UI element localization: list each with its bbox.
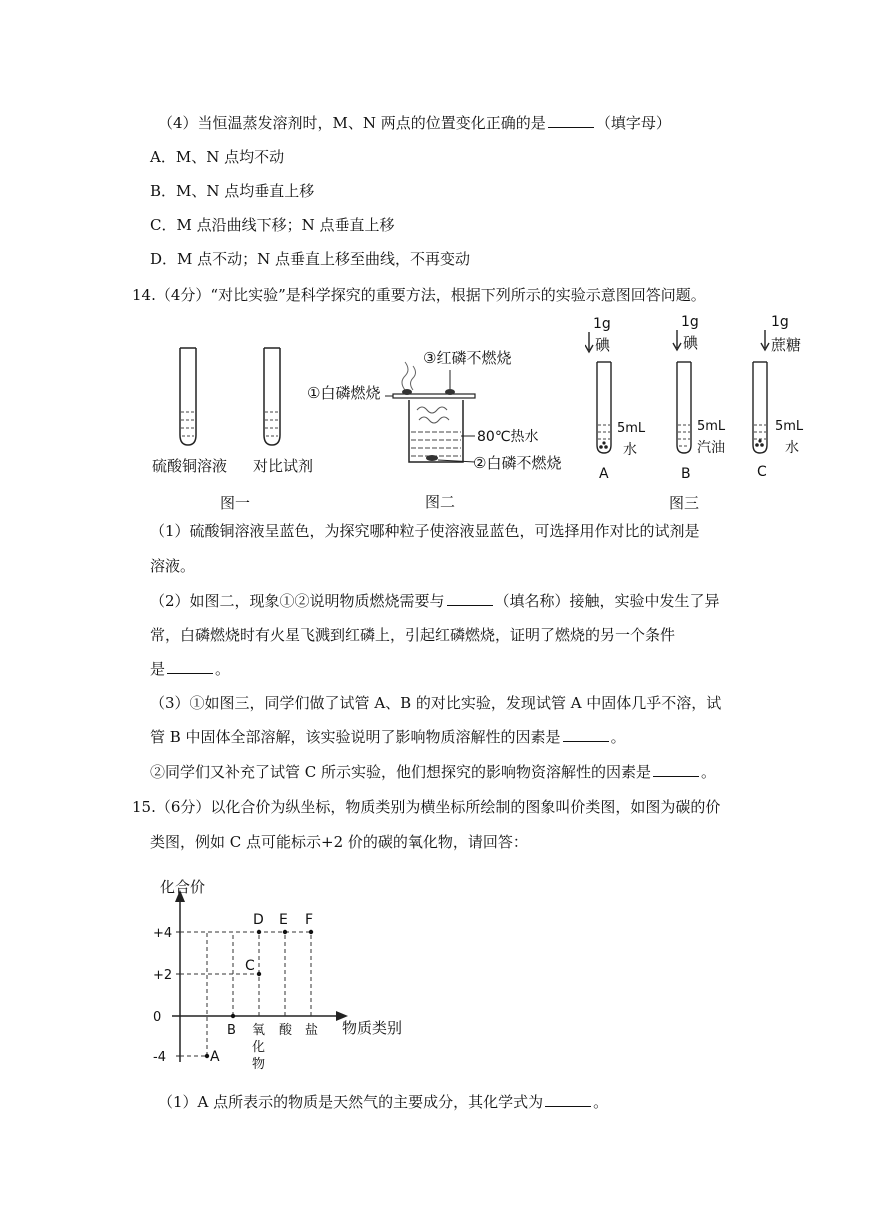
q14-p2-text-c: 是 [150, 660, 166, 678]
q14-p2-line2: 常，白磷燃烧时有火星飞溅到红磷上，引起红磷燃烧，证明了燃烧的另一个条件 [150, 626, 676, 644]
q13-part4-text: （4）当恒温蒸发溶剂时，M、N 两点的位置变化正确的是 [158, 114, 546, 132]
x-category-label: 酸 [279, 1023, 293, 1038]
figure-3 [585, 310, 825, 510]
data-label-a: A [210, 1049, 220, 1065]
tube-a-solute: 碘 [595, 336, 611, 354]
figure-3-caption: 图三 [669, 494, 700, 510]
tube-b-amount: 1g [681, 314, 699, 330]
q14-p2-line3 [150, 659, 230, 679]
tube-c-solvent: 水 [785, 440, 799, 456]
q14-p3-line3 [150, 762, 716, 782]
test-tube-c [753, 314, 804, 480]
figure-2-caption: 图二 [425, 493, 456, 511]
label-white-phosphorus-burning: ①白磷燃烧 [307, 384, 381, 402]
answer-blank[interactable] [447, 591, 493, 606]
tube-a-letter: A [599, 466, 609, 482]
q14-p1-line1: （1）硫酸铜溶液呈蓝色，为探究哪种粒子使溶液显蓝色，可选择用作对比的试剂是 [150, 522, 700, 540]
tube-b-letter: B [681, 466, 691, 482]
answer-blank[interactable] [563, 727, 609, 742]
tube-c-volume: 5mL [775, 419, 804, 434]
label-control-reagent: 对比试剂 [253, 457, 314, 475]
data-point-e [283, 930, 287, 934]
q14-p3-text-c: ②同学们又补充了试管 C 所示实验，他们想探究的影响物资溶解性的因素是 [150, 763, 652, 781]
q14-p2-text-b: （填名称）接触，实验中发生了异 [494, 592, 720, 610]
figure-1-caption: 图一 [220, 494, 251, 512]
data-point-a [205, 1054, 209, 1058]
data-label-f: F [305, 912, 314, 928]
answer-blank[interactable] [653, 762, 699, 777]
label-red-phosphorus: ③红磷不燃烧 [423, 349, 512, 367]
q15-p1 [158, 1092, 608, 1112]
tube-c-letter: C [757, 464, 767, 480]
option-c: C．M 点沿曲线下移；N 点垂直上移 [150, 216, 395, 234]
answer-blank[interactable] [545, 1092, 591, 1107]
q13-part4-hint: （填字母） [595, 114, 671, 132]
y-tick-label: +2 [153, 968, 173, 983]
x-category-label: 氧 [252, 1023, 266, 1038]
test-tube-a [585, 316, 646, 482]
y-tick-label: 0 [153, 1010, 162, 1025]
option-a: A．M、N 点均不动 [150, 148, 285, 166]
data-point-b [231, 1014, 235, 1018]
tube-a-solvent: 水 [623, 442, 637, 458]
x-axis-label: 物质类别 [342, 1019, 403, 1037]
x-category-label: B [227, 1023, 236, 1038]
data-label-d: D [253, 912, 264, 928]
data-point-f [309, 930, 313, 934]
option-d: D．M 点不动；N 点垂直上移至曲线，不再变动 [150, 250, 471, 268]
test-tube-copper-sulfate [180, 348, 196, 445]
q15-stem-line2: 类图，例如 C 点可能标示+2 价的碳的氧化物，请回答： [150, 833, 528, 851]
x-category-label: 盐 [305, 1023, 319, 1038]
q14-p3-text: 管 B 中固体全部溶解，该实验说明了影响物质溶解性的因素是 [150, 728, 561, 746]
q14-p1-line2: 溶液。 [150, 557, 196, 575]
q15-p1-text-b: 。 [593, 1093, 609, 1111]
y-tick-label: +4 [153, 926, 173, 941]
test-tube-control [264, 348, 280, 445]
tube-a-amount: 1g [593, 316, 611, 332]
y-axis-label: 化合价 [160, 878, 206, 896]
data-point-d [257, 930, 261, 934]
q13-part4 [158, 113, 671, 133]
q14-stem: 14.（4分）“对比实验”是科学探究的重要方法，根据下列所示的实验示意图回答问题。 [132, 286, 706, 304]
label-hot-water: 80℃热水 [477, 429, 539, 445]
option-b: B．M、N 点均垂直上移 [150, 182, 315, 200]
q14-p2-text: （2）如图二，现象①②说明物质燃烧需要与 [150, 592, 445, 610]
test-tube-b [673, 314, 726, 482]
q14-p2-text-d: 。 [215, 660, 231, 678]
answer-blank[interactable] [167, 659, 213, 674]
q14-p2-line1 [150, 591, 720, 611]
valence-class-chart [150, 870, 440, 1080]
q14-p3-line1: （3）①如图三，同学们做了试管 A、B 的对比实验，发现试管 A 中固体几乎不溶，试 [150, 694, 722, 712]
tube-a-volume: 5mL [617, 421, 646, 436]
figure-2 [305, 340, 575, 515]
x-category-label: 化 [252, 1040, 266, 1055]
data-label-e: E [279, 912, 288, 928]
y-tick-label: -4 [153, 1050, 166, 1065]
q15-p1-text: （1）A 点所表示的物质是天然气的主要成分，其化学式为 [158, 1093, 544, 1111]
q14-p3-text-b: 。 [610, 728, 626, 746]
x-category-label: 物 [252, 1057, 266, 1072]
tube-c-solute: 蔗糖 [771, 336, 802, 354]
tube-b-solute: 碘 [683, 334, 699, 352]
label-white-phosphorus-no-burn: ②白磷不燃烧 [473, 454, 562, 472]
label-copper-sulfate: 硫酸铜溶液 [152, 457, 228, 475]
answer-blank[interactable] [548, 113, 594, 128]
tube-b-volume: 5mL [697, 419, 726, 434]
tube-c-amount: 1g [771, 314, 789, 330]
data-point-c [257, 972, 261, 976]
tube-b-solvent: 汽油 [697, 440, 725, 456]
q14-p3-text-d: 。 [701, 763, 717, 781]
q14-p3-line2 [150, 727, 626, 747]
data-label-c: C [245, 958, 255, 974]
figure-1 [150, 340, 330, 515]
q15-stem-line1: 15.（6分）以化合价为纵坐标，物质类别为横坐标所绘制的图象叫价类图，如图为碳的价 [132, 798, 721, 816]
